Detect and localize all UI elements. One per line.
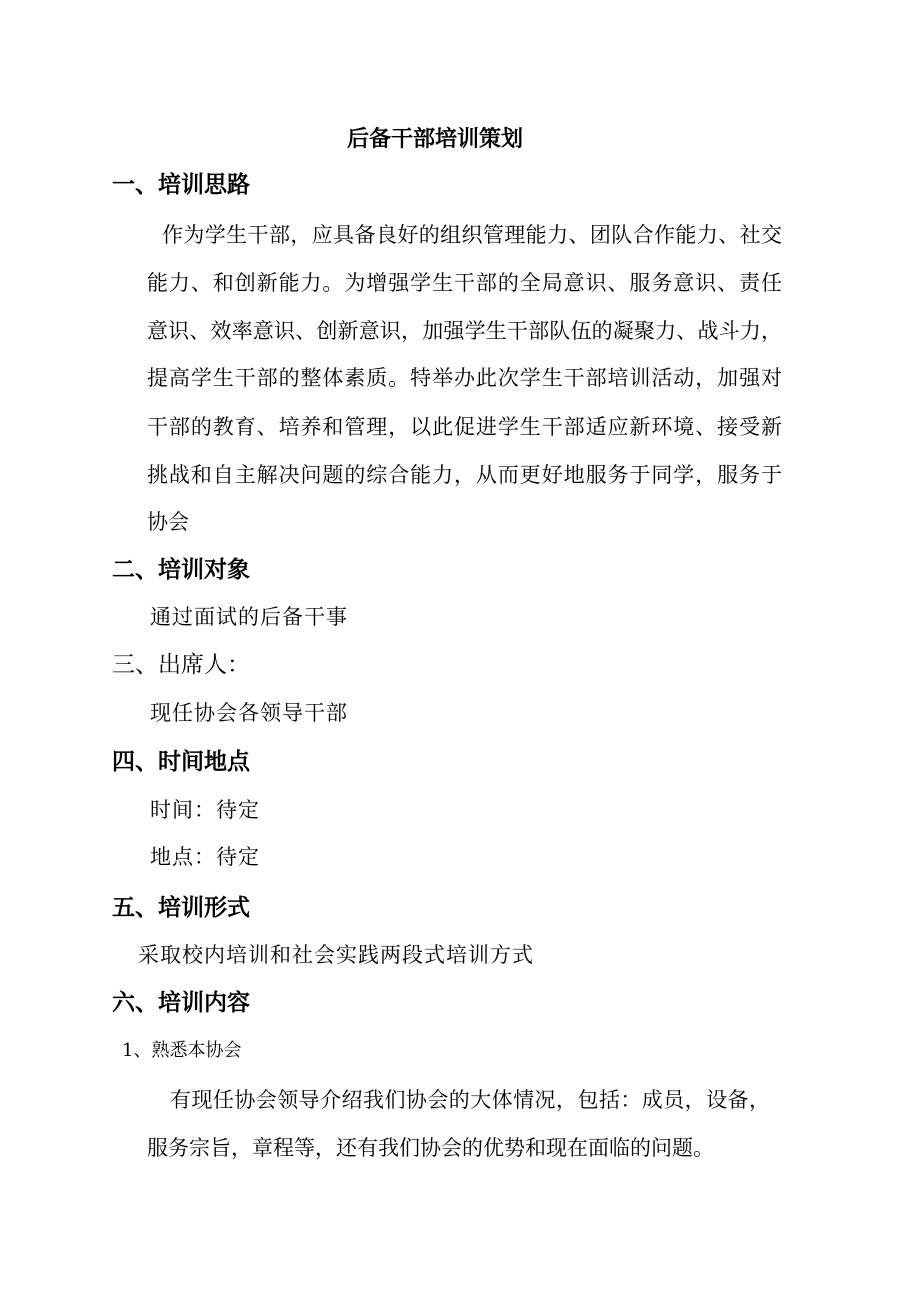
paragraph-line: 意识、效率意识、创新意识，加强学生干部队伍的凝聚力、战斗力，: [147, 319, 782, 343]
paragraph-line: 作为学生干部，应具备良好的组织管理能力、团队合作能力、社交: [162, 223, 782, 247]
paragraph-line: 提高学生干部的整体素质。特举办此次学生干部培训活动，加强对: [147, 366, 782, 390]
paragraph-line: 有现任协会领导介绍我们协会的大体情况，包括：成员，设备，: [170, 1088, 770, 1112]
paragraph-line: 能力、和创新能力。为增强学生干部的全局意识、服务意识、责任: [147, 271, 782, 295]
section-heading-1: 一、培训思路: [112, 171, 250, 198]
section-text: 现任协会各领导干部: [150, 701, 348, 725]
section-heading-3: 三、出席人：: [112, 652, 250, 678]
section-text: 采取校内培训和社会实践两段式培训方式: [138, 943, 534, 967]
paragraph-line: 挑战和自主解决问题的综合能力，从而更好地服务于同学，服务于: [147, 463, 782, 487]
paragraph-line: 服务宗旨，章程等，还有我们协会的优势和现在面临的问题。: [147, 1136, 714, 1160]
section-heading-6: 六、培训内容: [112, 989, 250, 1016]
location-text: 地点：待定: [150, 845, 260, 869]
subitem-label: 1、熟悉本协会: [122, 1040, 242, 1061]
section-heading-4: 四、时间地点: [112, 748, 250, 775]
paragraph-line: 协会: [147, 510, 189, 534]
paragraph-line: 干部的教育、培养和管理，以此促进学生干部适应新环境、接受新: [147, 415, 782, 439]
section-heading-5: 五、培训形式: [112, 894, 250, 921]
section-text: 通过面试的后备干事: [150, 605, 348, 629]
time-text: 时间：待定: [150, 798, 260, 822]
section-heading-2: 二、培训对象: [112, 556, 250, 583]
document-title: 后备干部培训策划: [346, 126, 523, 152]
